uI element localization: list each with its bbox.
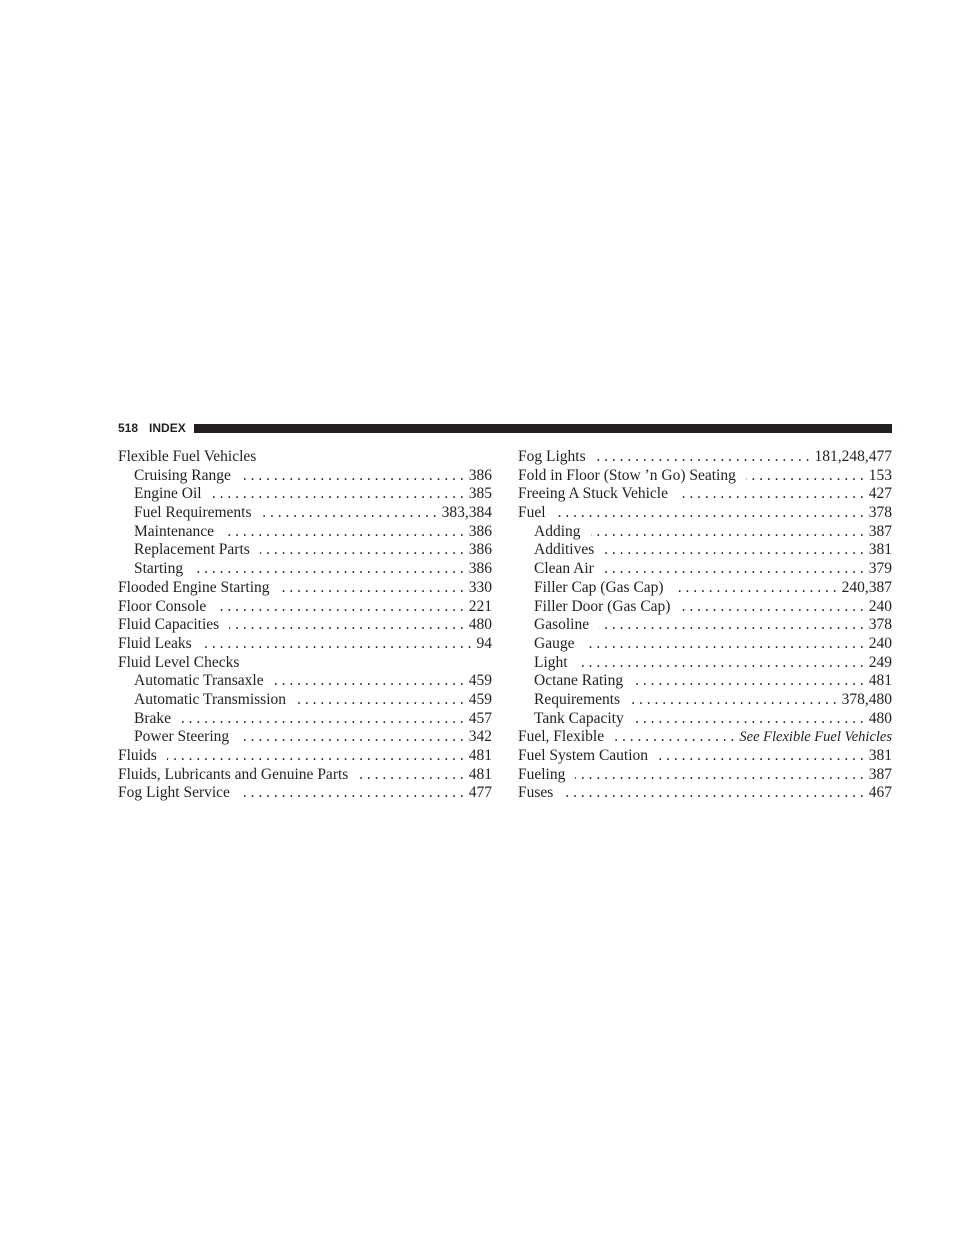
index-term: Fuel System Caution — [518, 747, 649, 764]
page-reference: 467 — [868, 784, 892, 802]
page-number: 518 — [118, 421, 139, 435]
index-term: Fold in Floor (Stow ’n Go) Seating — [518, 466, 736, 484]
index-entry — [518, 747, 892, 766]
index-term: Cruising Range — [134, 466, 231, 484]
index-subentry — [118, 560, 492, 579]
dot-leader — [614, 728, 734, 747]
page-reference: 378,480 — [841, 690, 892, 708]
index-term: Fluids — [118, 747, 157, 764]
index-term: Fluid Level Checks — [118, 653, 240, 671]
page-reference: 249 — [868, 653, 892, 671]
dot-leader — [241, 467, 464, 486]
dot-leader — [212, 485, 464, 504]
index-entry — [518, 467, 892, 486]
index-subentry — [518, 560, 892, 579]
index-subentry — [118, 691, 492, 710]
page-reference: 378 — [868, 616, 892, 634]
dot-leader — [634, 710, 864, 729]
page-reference: 240,387 — [841, 578, 892, 596]
index-term: Light — [534, 653, 568, 671]
index-subentry — [518, 579, 892, 598]
index-term: Maintenance — [134, 522, 215, 540]
page-reference: 480 — [468, 616, 492, 634]
index-subentry — [118, 541, 492, 560]
index-term: Fluid Leaks — [118, 634, 192, 652]
page-reference: 381 — [868, 541, 892, 559]
dot-leader — [240, 784, 464, 803]
index-column-left — [118, 448, 492, 803]
page-reference: 383,384 — [441, 504, 492, 522]
index-subentry — [118, 485, 492, 504]
section-title: INDEX — [149, 421, 186, 435]
index-entry — [118, 784, 492, 803]
dot-leader — [680, 598, 863, 617]
dot-leader — [262, 504, 437, 523]
index-term: Automatic Transaxle — [134, 672, 264, 690]
index-subentry — [518, 691, 892, 710]
index-entry — [118, 616, 492, 635]
index-subentry — [518, 523, 892, 542]
index-term: Fuel, Flexible — [518, 728, 605, 746]
page-reference: 342 — [468, 728, 492, 746]
dot-leader — [167, 747, 464, 766]
index-term: Requirements — [534, 690, 621, 708]
index-term: Gauge — [534, 634, 575, 652]
page-reference: 181,248,477 — [814, 448, 892, 465]
index-entry — [518, 784, 892, 803]
index-entry — [518, 728, 892, 747]
index-entry — [118, 654, 492, 673]
index-entry — [518, 766, 892, 785]
index-entry — [518, 448, 892, 467]
index-term: Octane Rating — [534, 672, 624, 690]
page-reference: 387 — [868, 522, 892, 540]
header-rule — [194, 424, 892, 433]
index-entry — [118, 747, 492, 766]
dot-leader — [604, 560, 864, 579]
dot-leader — [296, 691, 464, 710]
index-column-right — [518, 448, 892, 803]
index-subentry — [118, 710, 492, 729]
dot-leader — [674, 579, 837, 598]
index-entry — [118, 448, 492, 467]
index-entry — [518, 504, 892, 523]
page-reference: 221 — [468, 597, 492, 615]
index-subentry — [118, 672, 492, 691]
dot-leader — [229, 616, 464, 635]
dot-leader — [596, 448, 810, 467]
dot-leader — [280, 579, 464, 598]
index-term: Gasoline — [534, 616, 590, 634]
page-reference: 153 — [868, 466, 892, 484]
index-term: Additives — [534, 541, 595, 559]
page-reference: 386 — [468, 522, 492, 540]
dot-leader — [260, 541, 464, 560]
index-subentry — [518, 616, 892, 635]
index-term: Freeing A Stuck Vehicle — [518, 485, 668, 503]
index-subentry — [518, 654, 892, 673]
page-reference: 477 — [468, 784, 492, 802]
page-reference: 386 — [468, 466, 492, 484]
dot-leader — [193, 560, 464, 579]
page-reference: 480 — [868, 709, 892, 727]
index-term: Fluid Capacities — [118, 616, 220, 634]
dot-leader — [274, 672, 464, 691]
page-reference: 427 — [868, 485, 892, 503]
page-reference: 459 — [468, 672, 492, 690]
index-term: Filler Door (Gas Cap) — [534, 597, 671, 615]
page-reference: 378 — [868, 504, 892, 522]
page-reference: 457 — [468, 709, 492, 727]
dot-leader — [630, 691, 837, 710]
dot-leader — [575, 766, 863, 785]
dot-leader — [216, 598, 463, 617]
dot-leader — [678, 485, 864, 504]
index-term: Starting — [134, 560, 184, 578]
index-entry — [518, 485, 892, 504]
dot-leader — [599, 616, 864, 635]
dot-leader — [591, 523, 864, 542]
page-reference: 385 — [468, 485, 492, 503]
dot-leader — [746, 467, 864, 486]
dot-leader — [181, 710, 464, 729]
dot-leader — [556, 504, 864, 523]
page-reference: 481 — [468, 747, 492, 764]
page-reference: 94 — [476, 634, 492, 652]
index-term: Fog Lights — [518, 448, 586, 465]
index-term: Fueling — [518, 765, 566, 783]
index-subentry — [118, 728, 492, 747]
index-term: Replacement Parts — [134, 541, 250, 559]
page-reference: 481 — [868, 672, 892, 690]
dot-leader — [658, 747, 864, 766]
index-subentry — [518, 635, 892, 654]
dot-leader — [584, 635, 863, 654]
page-reference: 386 — [468, 541, 492, 559]
index-term: Automatic Transmission — [134, 690, 287, 708]
index-term: Fluids, Lubricants and Genuine Parts — [118, 765, 349, 783]
page-reference: 381 — [868, 747, 892, 764]
dot-leader — [224, 523, 464, 542]
index-subentry — [118, 467, 492, 486]
page-reference: 240 — [868, 597, 892, 615]
page-reference: 459 — [468, 690, 492, 708]
dot-leader — [563, 784, 863, 803]
index-entry — [118, 766, 492, 785]
dot-leader — [604, 541, 863, 560]
index-subentry — [518, 541, 892, 560]
index-term: Fog Light Service — [118, 784, 230, 802]
page-reference: 330 — [468, 578, 492, 596]
index-term: Tank Capacity — [534, 709, 624, 727]
see-reference: See Flexible Fuel Vehicles — [739, 729, 892, 746]
index-subentry — [118, 504, 492, 523]
index-term: Floor Console — [118, 597, 207, 615]
page-reference: 386 — [468, 560, 492, 578]
index-term: Fuel — [518, 504, 546, 522]
page-reference: 481 — [468, 765, 492, 783]
index-term: Filler Cap (Gas Cap) — [534, 578, 664, 596]
index-term: Clean Air — [534, 560, 594, 578]
dot-leader — [633, 672, 864, 691]
index-subentry — [518, 710, 892, 729]
dot-leader — [202, 635, 472, 654]
index-term: Fuses — [518, 784, 554, 802]
index-entry — [118, 635, 492, 654]
index-entry — [118, 598, 492, 617]
page-header — [118, 420, 892, 436]
page-reference: 240 — [868, 634, 892, 652]
page-reference: 379 — [868, 560, 892, 578]
index-term: Fuel Requirements — [134, 504, 252, 522]
page-reference: 387 — [868, 765, 892, 783]
index-term: Flooded Engine Starting — [118, 578, 270, 596]
index-term: Brake — [134, 709, 172, 727]
dot-leader — [578, 654, 864, 673]
index-term: Power Steering — [134, 728, 230, 746]
index-term: Engine Oil — [134, 485, 202, 503]
index-subentry — [518, 672, 892, 691]
dot-leader — [358, 766, 463, 785]
dot-leader — [239, 728, 464, 747]
index-entry — [118, 579, 492, 598]
index-subentry — [118, 523, 492, 542]
index-term: Flexible Fuel Vehicles — [118, 448, 257, 465]
index-subentry — [518, 598, 892, 617]
index-term: Adding — [534, 522, 581, 540]
